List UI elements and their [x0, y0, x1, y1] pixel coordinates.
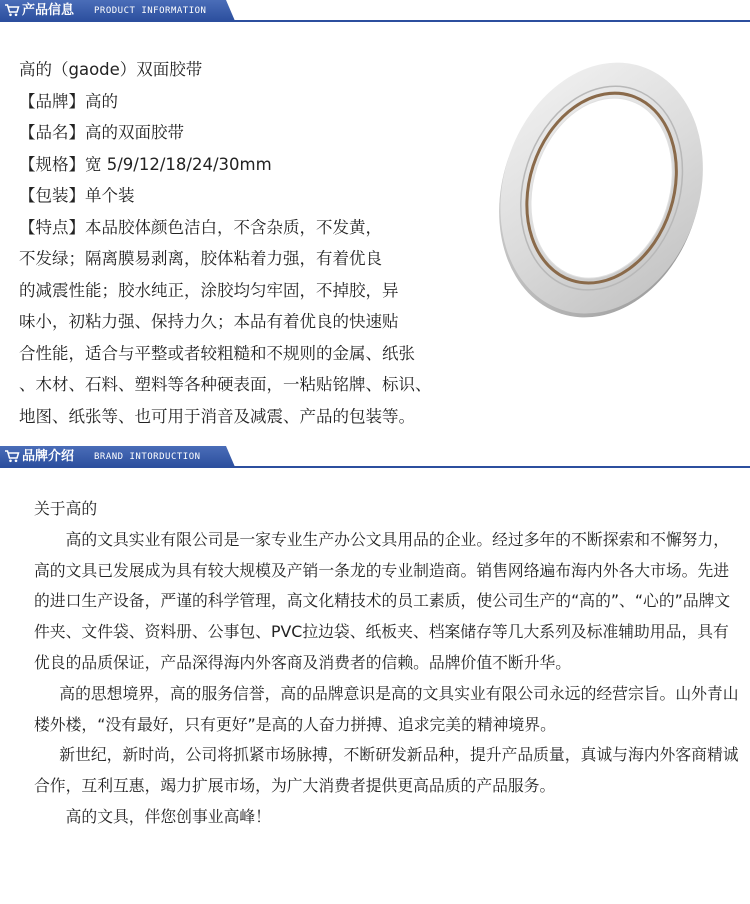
product-line: 、木材、石料、塑料等各种硬表面，一粘贴铭牌、标识、	[19, 375, 432, 394]
section-title-cn: 产品信息	[22, 3, 75, 18]
brand-closing: 高的文具，伴您创事业高峰！	[65, 806, 271, 826]
product-line: 合性能，适合与平整或者较粗糙和不规则的金属、纸张	[19, 343, 415, 363]
product-line: 【品名】高的双面胶带	[19, 123, 184, 142]
product-line: 地图、纸张等、也可用于消音及减震、产品的包装等。	[19, 406, 415, 426]
product-line: 味小，初粘力强、保持力久；本品有着优良的快速贴	[19, 312, 399, 331]
shopping-cart-icon	[4, 449, 20, 463]
brand-paragraph: 新世纪，新时尚，公司将抓紧市场脉搏，不断研发新品种，提升产品质量，真诚与海内外客商精诚合作，互利互惠，竭力扩展市场，为广大消费者提供更高品质的产品服务。	[34, 745, 739, 796]
brand-paragraph: 高的文具实业有限公司是一家专业生产办公文具用品的企业。经过多年的不断探索和不懈努力，高的文具已发展成为具有较大规模及产销一条龙的专业制造商。销售网络遍布海内外各大市场。先进的进口生产设备，严谨的科学管理，高文化精技术的员工素质，使公司生产的“高的”、“心的”品牌文件夹、文件袋、资料册、公事包、PVC拉边袋、纸板夹、档案储存等几大系列及标准辅助用品，具有优良的品质保证，产品深得海内外客商及消费者的信赖。品牌价值不断升华。	[34, 529, 731, 672]
section-divider	[0, 20, 750, 22]
section-title-cn: 品牌介绍	[22, 449, 75, 464]
product-line: 【品牌】高的	[19, 91, 118, 111]
section-header-product-info	[0, 0, 750, 22]
shopping-cart-icon	[4, 3, 20, 17]
section-header-brand-intro	[0, 446, 750, 468]
brand-paragraph: 高的思想境界，高的服务信誉，高的品牌意识是高的文具实业有限公司永远的经营宗旨。山外青山楼外楼，“没有最好，只有更好”是高的人奋力拼搏、追求完美的精神境界。	[34, 683, 739, 734]
tape-roll-image	[478, 40, 724, 336]
brand-intro	[34, 494, 744, 833]
product-line: 【规格】宽 5/9/12/18/24/30mm	[19, 154, 272, 174]
section-title-en: BRAND INTORDUCTION	[94, 452, 201, 462]
product-line: 不发绿；隔离膜易剥离，胶体粘着力强，有着优良	[19, 249, 382, 268]
brand-heading: 关于高的	[34, 499, 98, 518]
section-divider	[0, 466, 750, 468]
product-line: 高的（gaode）双面胶带	[19, 60, 203, 79]
product-line: 【特点】本品胶体颜色洁白，不含杂质，不发黄，	[19, 217, 382, 237]
product-line: 的减震性能；胶水纯正，涂胶均匀牢固，不掉胶，异	[19, 280, 399, 300]
product-info-list	[19, 54, 479, 432]
section-title-en: PRODUCT INFORMATION	[94, 6, 207, 16]
product-line: 【包装】单个装	[19, 186, 135, 205]
